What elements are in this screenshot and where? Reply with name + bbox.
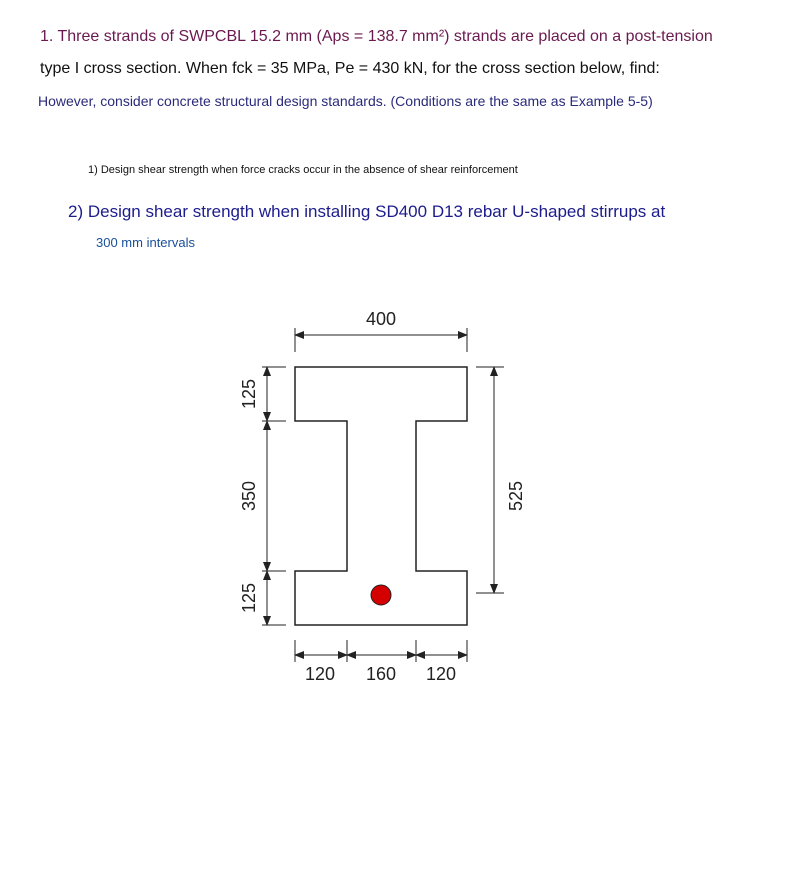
question-2-line-2: 300 mm intervals [96,235,195,250]
bottom-right-width-label: 120 [425,664,457,684]
tendon-circle [371,585,391,605]
web-height-label: 350 [239,480,259,512]
top-width-label: 400 [365,309,397,329]
question-1: 1) Design shear strength when force cracks occur in the absence of shear reinforcement [88,164,518,176]
top-flange-height-label: 125 [239,378,259,410]
problem-line-2: type I cross section. When fck = 35 MPa, Pe = 430 kN, for the cross section below, find: [40,60,660,77]
total-height-label: 525 [506,480,526,512]
question-2-line-1: 2) Design shear strength when installing SD400 D13 rebar U-shaped stirrups at [68,202,666,221]
problem-line-1: 1. Three strands of SWPCBL 15.2 mm (Aps = 138.7 mm²) strands are placed on a post-tension [40,28,713,45]
problem-line-3: However, consider concrete structural design standards. (Conditions are the same as Example 5-5) [38,93,653,109]
bottom-web-width-label: 160 [365,664,397,684]
bottom-left-width-label: 120 [304,664,336,684]
bottom-flange-height-label: 125 [239,582,259,614]
